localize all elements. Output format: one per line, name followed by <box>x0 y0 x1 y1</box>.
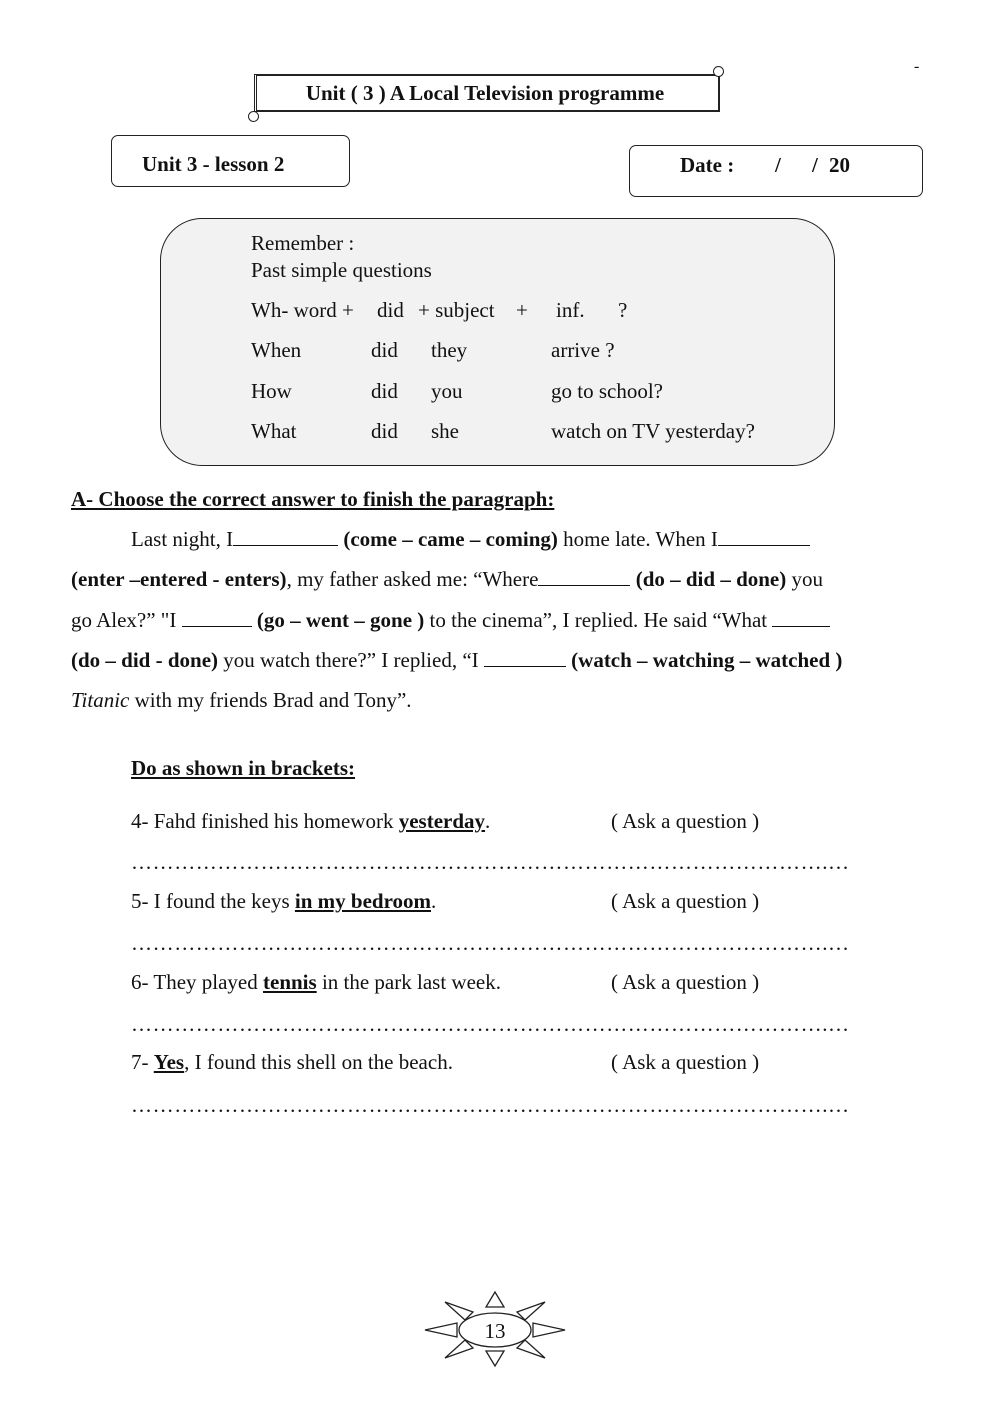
question-sentence <box>131 889 436 914</box>
answer-blank[interactable] <box>772 608 830 627</box>
answer-blank[interactable] <box>233 527 338 546</box>
lesson-label: Unit 3 - lesson 2 <box>142 152 285 176</box>
example-verb: go to school? <box>551 379 663 403</box>
sentence-text: 7- <box>131 1050 154 1074</box>
instruction: ( Ask a question ) <box>611 889 760 913</box>
date-year: 20 <box>829 153 850 177</box>
question-sentence <box>131 970 501 995</box>
paragraph-text: , my father asked me: “Where <box>286 567 539 591</box>
answer-line[interactable]: …………………………………………………………………………………….… <box>131 850 850 874</box>
paragraph-line-2 <box>71 567 823 592</box>
section-a-heading: A- Choose the correct answer to finish the paragraph: <box>71 487 555 511</box>
sun-icon <box>423 1290 567 1370</box>
paragraph-text: you watch there?” I replied, “I <box>218 648 484 672</box>
date-label: Date : <box>680 153 735 177</box>
choice-options: (do – did - done) <box>71 648 219 672</box>
film-title: Titanic <box>71 688 130 712</box>
paragraph-line-3 <box>71 608 830 633</box>
date-box <box>629 145 923 197</box>
paragraph-line-5 <box>71 688 412 713</box>
example-subject: you <box>431 379 463 403</box>
remember-subheading: Past simple questions <box>251 258 432 282</box>
sentence-text: 6- They played <box>131 970 263 994</box>
example-verb: watch on TV yesterday? <box>551 419 755 443</box>
choice-options: (watch – watching – watched ) <box>571 648 843 672</box>
question-sentence <box>131 1050 453 1075</box>
example-subject: they <box>431 338 468 362</box>
example-subject: she <box>431 419 459 443</box>
paragraph-text: with my friends Brad and Tony”. <box>129 688 412 712</box>
formula-did: did <box>377 298 404 322</box>
formula-plus: + <box>516 298 528 322</box>
instruction: ( Ask a question ) <box>611 1050 760 1074</box>
corner-mark: - <box>914 58 920 75</box>
answer-blank[interactable] <box>538 567 630 586</box>
example-whword: When <box>251 338 302 362</box>
answer-line[interactable]: …………………………………………………………………………………….… <box>131 1012 850 1036</box>
sentence-text: , I found this shell on the beach. <box>184 1050 453 1074</box>
answer-line[interactable]: …………………………………………………………………………………….… <box>131 1093 850 1117</box>
paragraph-text: home late. When I <box>557 527 718 551</box>
section-b-heading: Do as shown in brackets: <box>131 756 356 780</box>
formula-question-mark: ? <box>618 298 628 322</box>
choice-options: (go – went – gone ) <box>256 608 425 632</box>
paragraph-text: you <box>786 567 823 591</box>
remember-box <box>160 218 835 466</box>
choice-options: (enter –entered - enters) <box>71 567 287 591</box>
key-word: Yes <box>153 1050 185 1074</box>
sentence-text: . <box>485 809 491 833</box>
sentence-text: in the park last week. <box>316 970 501 994</box>
example-verb: arrive ? <box>551 338 615 362</box>
instruction: ( Ask a question ) <box>611 970 760 994</box>
question-sentence <box>131 809 490 834</box>
formula-whword: Wh- word + <box>251 298 354 322</box>
paragraph-text: go Alex?” "I <box>71 608 182 632</box>
formula-subject: + subject <box>418 298 495 322</box>
sentence-text: 4- Fahd finished his homework <box>131 809 399 833</box>
answer-blank[interactable] <box>182 608 252 627</box>
answer-blank[interactable] <box>718 527 810 546</box>
instruction: ( Ask a question ) <box>611 809 760 833</box>
example-did: did <box>371 419 398 443</box>
key-word: tennis <box>263 970 317 994</box>
paragraph-text: to the cinema”, I replied. He said “What <box>424 608 773 632</box>
choice-options: (come – came – coming) <box>343 527 558 551</box>
paragraph-text: Last night, I <box>131 527 234 551</box>
example-did: did <box>371 338 398 362</box>
page-number: 13 <box>484 1319 506 1343</box>
unit-title: Unit ( 3 ) A Local Television programme <box>305 81 665 105</box>
answer-blank[interactable] <box>484 648 566 667</box>
paragraph-line-1 <box>131 527 810 552</box>
sentence-text: . <box>431 889 437 913</box>
example-did: did <box>371 379 398 403</box>
paragraph-line-4 <box>71 648 842 673</box>
choice-options: (do – did – done) <box>635 567 787 591</box>
lesson-box <box>111 135 350 187</box>
key-word: yesterday <box>398 809 486 833</box>
key-word: in my bedroom <box>294 889 432 913</box>
example-whword: How <box>251 379 292 403</box>
formula-inf: inf. <box>556 298 585 322</box>
remember-heading: Remember : <box>251 231 355 255</box>
page-number-badge <box>423 1290 567 1370</box>
date-slash-2: / <box>812 153 818 177</box>
date-slash-1: / <box>775 153 781 177</box>
sentence-text: 5- I found the keys <box>131 889 295 913</box>
answer-line[interactable]: …………………………………………………………………………………….… <box>131 931 850 955</box>
example-whword: What <box>251 419 297 443</box>
unit-title-banner <box>248 72 722 114</box>
